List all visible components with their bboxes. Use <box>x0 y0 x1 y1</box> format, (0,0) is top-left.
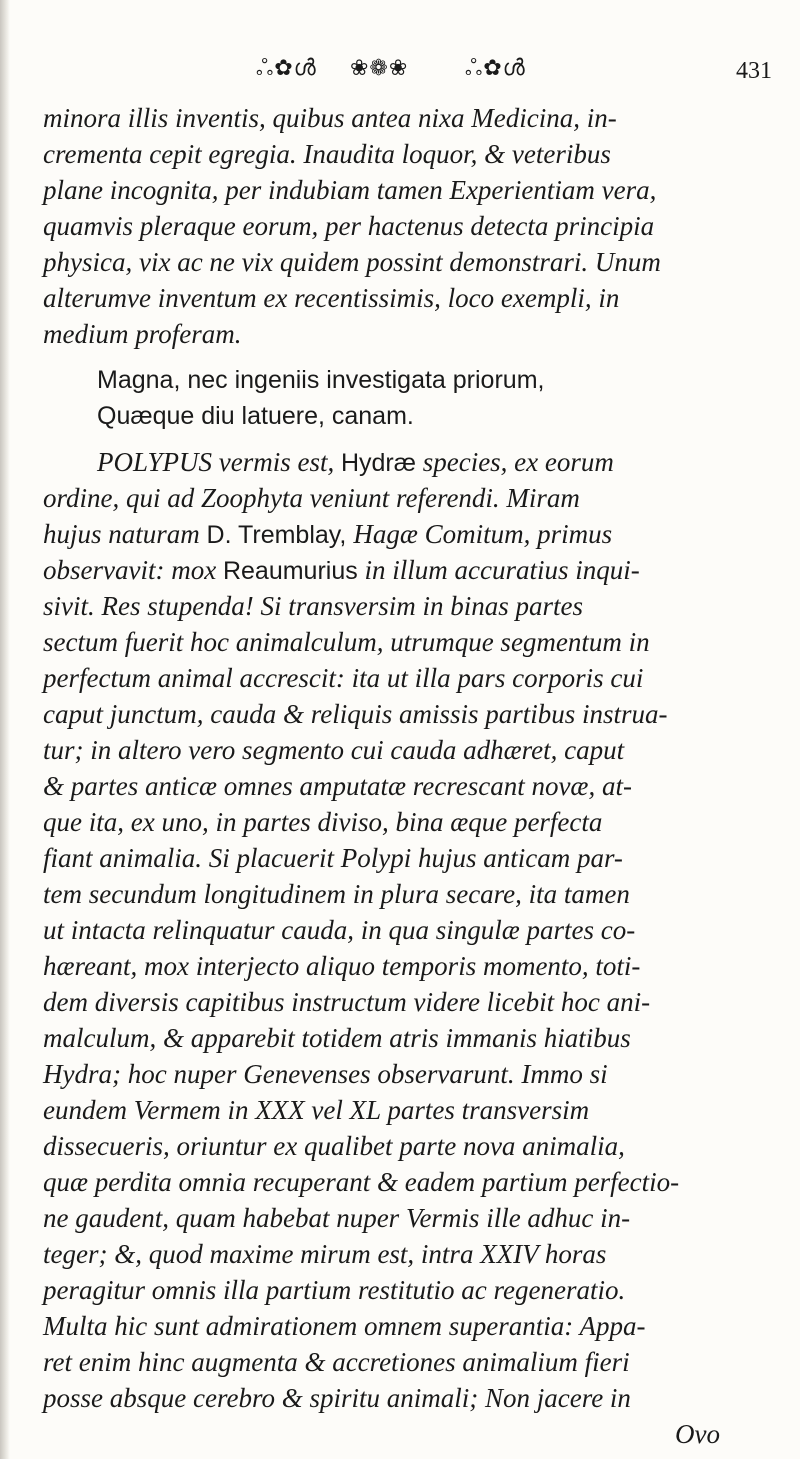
text-run: hæreant, mox interjecto aliquo temporis momento, toti- <box>43 951 641 981</box>
text-line: medium proferam. <box>43 319 242 349</box>
text-line <box>43 1236 765 1272</box>
catchword: Ovo <box>675 1419 720 1449</box>
text-line <box>43 624 765 660</box>
text-run: ret enim hinc augmenta & accretiones animalium fieri <box>43 1347 630 1377</box>
text-run: caput junctum, cauda & reliquis amissis partibus instrua- <box>43 699 668 729</box>
text-line <box>43 984 765 1020</box>
text-line: physica, vix ac ne vix quidem possint demonstrari. Unum <box>43 247 661 277</box>
text-run: perfectum animal accrescit: ita ut illa pars corporis cui <box>43 663 644 693</box>
page-gutter-shadow <box>0 0 10 1459</box>
text-run: posse absque cerebro & spiritu animali; Non jacere in <box>43 1383 631 1413</box>
text-run: malculum, & apparebit totidem atris immanis hiatibus <box>43 1023 631 1053</box>
ornament-center-icon: ❀❁❀ <box>350 56 409 81</box>
text-run: ut intacta relinquatur cauda, in qua singulæ partes co- <box>43 915 636 945</box>
text-run: tur; in altero vero segmento cui cauda adhæret, caput <box>43 735 625 765</box>
page-number: 431 <box>736 58 772 84</box>
text-run: species, ex eorum <box>415 447 614 477</box>
text-run: que ita, ex uno, in partes diviso, bina æque perfecta <box>43 807 603 837</box>
text-run: Hydræ <box>340 449 416 477</box>
text-line: minora illis inventis, quibus antea nixa Medicina, in- <box>43 103 617 133</box>
verse-line: Quæque diu latuere, canam. <box>97 402 414 430</box>
text-run: eundem Vermem in XXX vel XL partes transversim <box>43 1095 590 1125</box>
text-line <box>43 660 765 696</box>
text-run: Hagæ Comitum, primus <box>353 519 613 549</box>
text-line <box>43 948 765 984</box>
text-line <box>43 1200 765 1236</box>
text-line <box>43 876 765 912</box>
text-run: in illum accuratius inqui- <box>357 555 640 585</box>
text-run: fiant animalia. Si placuerit Polypi hujus anticam par- <box>43 843 623 873</box>
text-run: ne gaudent, quam habebat nuper Vermis ille adhuc in- <box>43 1203 631 1233</box>
text-line <box>43 588 765 624</box>
text-run: dem diversis capitibus instructum videre licebit hoc ani- <box>43 987 651 1017</box>
text-line <box>43 1164 765 1200</box>
text-line <box>43 1380 765 1416</box>
text-line <box>43 732 765 768</box>
text-line: alterumve inventum ex recentissimis, loco exempli, in <box>43 283 620 313</box>
running-header <box>200 56 780 96</box>
text-line <box>43 912 765 948</box>
text-run: D. Tremblay, <box>206 521 354 549</box>
page-body <box>43 100 765 1452</box>
text-run: observavit: mox <box>43 555 223 585</box>
paragraph-1 <box>43 100 765 352</box>
text-line <box>43 444 765 480</box>
text-line <box>43 768 765 804</box>
text-line <box>43 1056 765 1092</box>
text-run: tem secundum longitudinem in plura secare, ita tamen <box>43 879 630 909</box>
text-line <box>43 1272 765 1308</box>
text-run: Multa hic sunt admirationem omnem superantia: Appa- <box>43 1311 646 1341</box>
text-line <box>43 480 765 516</box>
verse-line: Magna, nec ingeniis investigata priorum, <box>97 366 545 394</box>
text-line <box>43 1020 765 1056</box>
text-line <box>43 840 765 876</box>
text-line: plane incognita, per indubiam tamen Experientiam vera, <box>43 175 657 205</box>
text-run: hujus naturam <box>43 519 207 549</box>
text-line: crementa cepit egregia. Inaudita loquor, & veteribus <box>43 139 611 169</box>
text-line: quamvis pleraque eorum, per hactenus detecta principia <box>43 211 655 241</box>
text-run: quæ perdita omnia recuperant & eadem partium perfectio- <box>43 1167 680 1197</box>
text-run: Hydra; hoc nuper Genevenses observarunt. Immo si <box>43 1059 608 1089</box>
text-run: sivit. Res stupenda! Si transversim in binas partes <box>43 591 583 621</box>
text-line <box>43 1128 765 1164</box>
text-line <box>43 1092 765 1128</box>
paragraph-2 <box>43 444 765 1416</box>
text-run: peragitur omnis illa partium restitutio ac regeneratio. <box>43 1275 626 1305</box>
verse-quotation <box>43 362 765 434</box>
text-run: ordine, qui ad Zoophyta veniunt referendi. Miram <box>43 483 580 513</box>
text-line <box>43 804 765 840</box>
text-line <box>43 1344 765 1380</box>
text-line <box>43 696 765 732</box>
text-line <box>43 552 765 588</box>
text-run: & partes anticæ omnes amputatæ recrescant novæ, at- <box>43 771 632 801</box>
ornament-right-icon: ஃ✿ൾ <box>465 56 526 81</box>
text-line <box>43 1308 765 1344</box>
text-line <box>43 516 765 552</box>
text-run: teger; &, quod maxime mirum est, intra XXIV horas <box>43 1239 607 1269</box>
ornament-left-icon: ஃ✿ൾ <box>256 56 317 81</box>
text-run: POLYPUS vermis est, <box>97 447 341 477</box>
text-run: sectum fuerit hoc animalculum, utrumque segmentum in <box>43 627 650 657</box>
text-run: dissecueris, oriuntur ex qualibet parte nova animalia, <box>43 1131 625 1161</box>
text-run: Reaumurius <box>222 557 358 585</box>
